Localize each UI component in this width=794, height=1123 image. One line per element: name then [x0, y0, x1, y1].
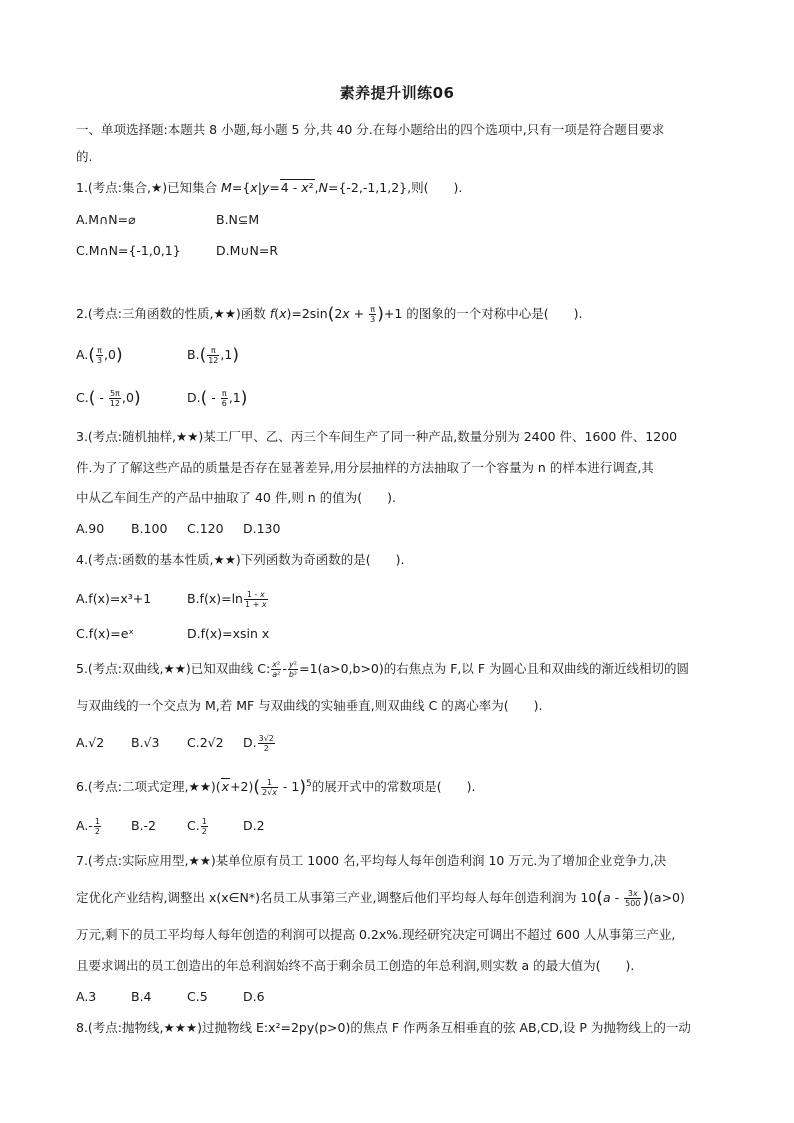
- question-7-line4: 且要求调出的员工创造出的年总利润始终不高于剩余员工创造的年总利润,则实数 a 的最大值为( ).: [76, 958, 635, 973]
- q2-option-d: D.( - $\frac{\pi}{6}$ ,1): [187, 388, 248, 409]
- question-1-stem: 1.(考点:集合,★)已知集合 M={x|y=4 - x²,N={-2,-1,1,2},则( ).: [76, 180, 463, 195]
- q3-option-c: C.120: [187, 521, 224, 536]
- q5-option-b: B.√3: [131, 735, 160, 750]
- q6-option-c: C. $\frac{1}{2}$: [187, 817, 207, 836]
- q6-option-a: A.- $\frac{1}{2}$: [76, 817, 100, 836]
- question-3-line1: 3.(考点:随机抽样,★★)某工厂甲、乙、丙三个车间生产了同一种产品,数量分别为 2400 件、1600 件、1200: [76, 429, 678, 444]
- question-3-line3: 中从乙车间生产的产品中抽取了 40 件,则 n 的值为( ).: [76, 490, 396, 505]
- question-5-line2: 与双曲线的一个交点为 M,若 MF 与双曲线的实轴垂直,则双曲线 C 的离心率为( ).: [76, 698, 543, 713]
- q3-option-a: A.90: [76, 521, 105, 536]
- section-heading-line1: 一、单项选择题:本题共 8 小题,每小题 5 分,共 40 分.在每小题给出的四个选项中,只有一项是符合题目要求: [76, 122, 665, 137]
- q4-option-b: B.f(x)=ln $\frac{1 - x}{1 + x}$: [187, 590, 267, 609]
- q2-option-b: B.( $\frac{\pi}{12}$ ,1): [187, 345, 239, 366]
- q2-option-a: A.( $\frac{\pi}{3}$ ,0): [76, 345, 123, 366]
- q1-option-c: C.M∩N={-1,0,1}: [76, 243, 181, 258]
- q3-option-d: D.130: [243, 521, 281, 536]
- q7-option-b: B.4: [131, 989, 152, 1004]
- question-3-line2: 件.为了了解这些产品的质量是否存在显著差异,用分层抽样的方法抽取了一个容量为 n 的样本进行调查,其: [76, 460, 654, 475]
- question-5-line1: 5.(考点:双曲线,★★)已知双曲线 C: $\frac{\text{x²}}{\text{a²}}$ - $\frac{\text{y²}}{\text{b²}}$ =1(a>0,b>0)的右焦点为 F,以 F 为圆心且和双曲线的渐近线相切的圆: [76, 660, 690, 679]
- question-2-stem: 2.(考点:三角函数的性质,★★)函数 f(x)=2sin(2x + $\frac{\pi}{3}$ )+1 的图象的一个对称中心是( ).: [76, 304, 583, 325]
- question-7-line1: 7.(考点:实际应用型,★★)某单位原有员工 1000 名,平均每人每年创造利润 10 万元.为了增加企业竞争力,决: [76, 853, 667, 868]
- section-heading-line2: 的.: [76, 149, 93, 164]
- q6-option-b: B.-2: [131, 818, 157, 833]
- q1-option-a: A.M∩N=⌀: [76, 212, 136, 227]
- q3-option-b: B.100: [131, 521, 168, 536]
- question-7-line3: 万元,剩下的员工平均每人每年创造的利润可以提高 0.2x%.现经研究决定可调出不超过 600 人从事第三产业,: [76, 927, 676, 942]
- q1-option-b: B.N⊆M: [216, 212, 260, 227]
- question-6-stem: 6.(考点:二项式定理,★★)(x+2)( $\frac{1}{2√x}$ - 1)$^5$的展开式中的常数项是( ).: [76, 777, 476, 798]
- q7-option-a: A.3: [76, 989, 97, 1004]
- q6-option-d: D.2: [243, 818, 265, 833]
- q1-option-d: D.M∪N=R: [216, 243, 279, 258]
- question-8-line1: 8.(考点:抛物线,★★★)过抛物线 E:x²=2py(p>0)的焦点 F 作两条互相垂直的弦 AB,CD,设 P 为抛物线上的一动: [76, 1020, 691, 1035]
- q4-option-c: C.f(x)=eˣ: [76, 626, 134, 641]
- q5-option-d: D. $\frac{3√2}{2}$: [243, 734, 274, 753]
- q7-option-d: D.6: [243, 989, 265, 1004]
- q5-option-c: C.2√2: [187, 735, 224, 750]
- question-4-stem: 4.(考点:函数的基本性质,★★)下列函数为奇函数的是( ).: [76, 552, 405, 567]
- q5-option-a: A.√2: [76, 735, 105, 750]
- q2-option-c: C.( - $\frac{5\pi}{12}$ ,0): [76, 388, 141, 409]
- q4-option-a: A.f(x)=x³+1: [76, 591, 152, 606]
- q7-option-c: C.5: [187, 989, 208, 1004]
- q4-option-d: D.f(x)=xsin x: [187, 626, 270, 641]
- question-7-line2: 定优化产业结构,调整出 x(x∈N*)名员工从事第三产业,调整后他们平均每人每年创造利润为 10(a - $\frac{3x}{500}$ )(a>0): [76, 888, 685, 909]
- page-title: 素养提升训练06: [339, 84, 455, 102]
